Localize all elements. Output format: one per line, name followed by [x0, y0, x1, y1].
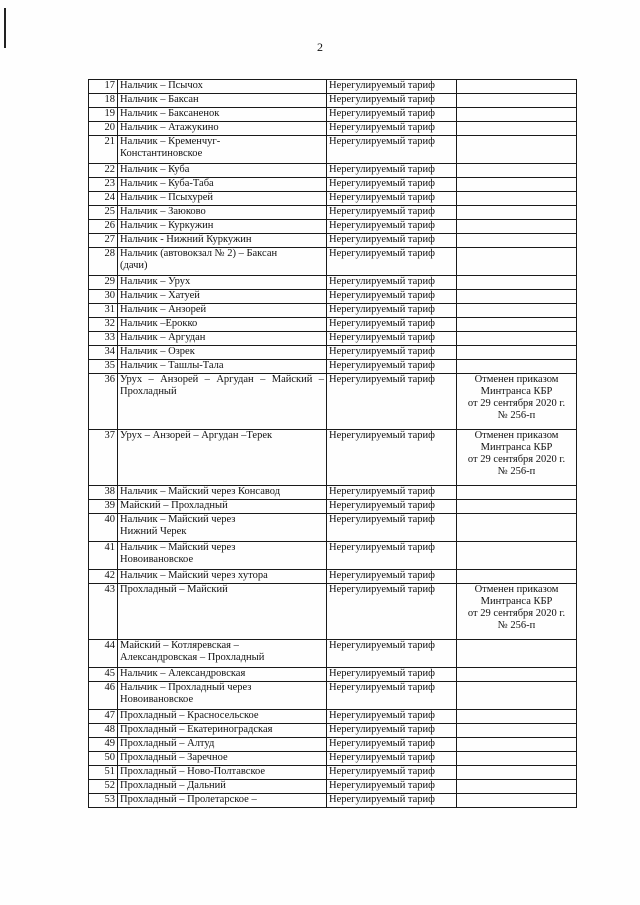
- tariff-type: Нерегулируемый тариф: [327, 136, 457, 164]
- table-row: [89, 710, 577, 724]
- table-row: [89, 276, 577, 290]
- route-name: Прохладный – Майский: [118, 584, 327, 640]
- route-name: Нальчик – Озрек: [118, 346, 327, 360]
- table-row: [89, 332, 577, 346]
- route-name: Нальчик – Анзорей: [118, 304, 327, 318]
- row-number: 17: [89, 80, 118, 94]
- row-number: 28: [89, 248, 118, 276]
- route-name: Урух – Анзорей – Аргудан –Терек: [118, 430, 327, 486]
- route-name: Нальчик - Нижний Куркужин: [118, 234, 327, 248]
- table-row: [89, 304, 577, 318]
- table-row: [89, 248, 577, 276]
- tariff-type: Нерегулируемый тариф: [327, 780, 457, 794]
- row-note: [457, 276, 577, 290]
- row-note: [457, 780, 577, 794]
- tariff-type: Нерегулируемый тариф: [327, 752, 457, 766]
- tariff-type: Нерегулируемый тариф: [327, 290, 457, 304]
- table-row: [89, 668, 577, 682]
- tariff-type: Нерегулируемый тариф: [327, 570, 457, 584]
- routes-table-body: [89, 80, 577, 808]
- route-name: Нальчик – Ташлы-Тала: [118, 360, 327, 374]
- route-name: Нальчик – Атажукино: [118, 122, 327, 136]
- tariff-type: Нерегулируемый тариф: [327, 332, 457, 346]
- row-number: 52: [89, 780, 118, 794]
- route-name: Нальчик – Александровская: [118, 668, 327, 682]
- tariff-type: Нерегулируемый тариф: [327, 766, 457, 780]
- row-number: 53: [89, 794, 118, 808]
- route-name: Нальчик – Урух: [118, 276, 327, 290]
- route-name: Нальчик – Прохладный через Новоивановское: [118, 682, 327, 710]
- tariff-type: Нерегулируемый тариф: [327, 640, 457, 668]
- route-name: Прохладный – Красносельское: [118, 710, 327, 724]
- row-note: Отменен приказом Минтранса КБР от 29 сентября 2020 г. № 256-п: [457, 584, 577, 640]
- row-number: 27: [89, 234, 118, 248]
- route-name: Нальчик – Псыхурей: [118, 192, 327, 206]
- row-number: 18: [89, 94, 118, 108]
- row-note: Отменен приказом Минтранса КБР от 29 сентября 2020 г. № 256-п: [457, 374, 577, 430]
- row-number: 30: [89, 290, 118, 304]
- table-row: [89, 206, 577, 220]
- row-number: 35: [89, 360, 118, 374]
- route-name: Нальчик – Майский через Консавод: [118, 486, 327, 500]
- row-number: 32: [89, 318, 118, 332]
- table-row: [89, 234, 577, 248]
- row-number: 29: [89, 276, 118, 290]
- row-note: [457, 738, 577, 752]
- route-name: Майский – Котляревская – Александровская – Прохладный: [118, 640, 327, 668]
- tariff-type: Нерегулируемый тариф: [327, 794, 457, 808]
- tariff-type: Нерегулируемый тариф: [327, 248, 457, 276]
- route-name: Нальчик – Кременчуг- Константиновское: [118, 136, 327, 164]
- table-row: [89, 738, 577, 752]
- table-row: [89, 570, 577, 584]
- route-name: Прохладный – Екатериноградская: [118, 724, 327, 738]
- routes-table: [88, 79, 577, 808]
- route-name: Нальчик – Майский через Новоивановское: [118, 542, 327, 570]
- table-row: [89, 290, 577, 304]
- row-note: [457, 346, 577, 360]
- row-note: [457, 500, 577, 514]
- row-number: 43: [89, 584, 118, 640]
- row-number: 40: [89, 514, 118, 542]
- route-name: Нальчик – Хатуей: [118, 290, 327, 304]
- table-row: [89, 486, 577, 500]
- table-row: [89, 220, 577, 234]
- tariff-type: Нерегулируемый тариф: [327, 234, 457, 248]
- row-note: [457, 542, 577, 570]
- row-number: 19: [89, 108, 118, 122]
- table-row: [89, 752, 577, 766]
- tariff-type: Нерегулируемый тариф: [327, 542, 457, 570]
- tariff-type: Нерегулируемый тариф: [327, 346, 457, 360]
- route-name: Нальчик – Майский через Нижний Черек: [118, 514, 327, 542]
- tariff-type: Нерегулируемый тариф: [327, 206, 457, 220]
- row-note: [457, 682, 577, 710]
- row-note: [457, 318, 577, 332]
- row-note: [457, 206, 577, 220]
- row-number: 41: [89, 542, 118, 570]
- row-note: [457, 668, 577, 682]
- table-row: [89, 108, 577, 122]
- table-row: [89, 500, 577, 514]
- row-number: 20: [89, 122, 118, 136]
- table-row: [89, 360, 577, 374]
- tariff-type: Нерегулируемый тариф: [327, 360, 457, 374]
- tariff-type: Нерегулируемый тариф: [327, 430, 457, 486]
- row-number: 31: [89, 304, 118, 318]
- row-note: [457, 136, 577, 164]
- row-note: [457, 486, 577, 500]
- tariff-type: Нерегулируемый тариф: [327, 220, 457, 234]
- route-name: Прохладный – Ново-Полтавское: [118, 766, 327, 780]
- tariff-type: Нерегулируемый тариф: [327, 108, 457, 122]
- row-note: [457, 332, 577, 346]
- tariff-type: Нерегулируемый тариф: [327, 192, 457, 206]
- row-number: 25: [89, 206, 118, 220]
- row-note: [457, 192, 577, 206]
- table-row: [89, 136, 577, 164]
- tariff-type: Нерегулируемый тариф: [327, 80, 457, 94]
- row-note: [457, 122, 577, 136]
- table-row: [89, 318, 577, 332]
- table-row: [89, 94, 577, 108]
- tariff-type: Нерегулируемый тариф: [327, 682, 457, 710]
- row-number: 24: [89, 192, 118, 206]
- row-number: 26: [89, 220, 118, 234]
- row-note: [457, 304, 577, 318]
- route-name: Нальчик (автовокзал № 2) – Баксан (дачи): [118, 248, 327, 276]
- tariff-type: Нерегулируемый тариф: [327, 318, 457, 332]
- row-number: 44: [89, 640, 118, 668]
- table-row: [89, 682, 577, 710]
- tariff-type: Нерегулируемый тариф: [327, 514, 457, 542]
- route-name: Майский – Прохладный: [118, 500, 327, 514]
- row-note: [457, 360, 577, 374]
- row-note: [457, 794, 577, 808]
- row-number: 21: [89, 136, 118, 164]
- table-row: [89, 542, 577, 570]
- tariff-type: Нерегулируемый тариф: [327, 710, 457, 724]
- row-number: 48: [89, 724, 118, 738]
- row-note: [457, 752, 577, 766]
- row-note: [457, 514, 577, 542]
- tariff-type: Нерегулируемый тариф: [327, 584, 457, 640]
- table-row: [89, 374, 577, 430]
- row-number: 42: [89, 570, 118, 584]
- table-row: [89, 122, 577, 136]
- tariff-type: Нерегулируемый тариф: [327, 668, 457, 682]
- route-name: Нальчик – Куба-Таба: [118, 178, 327, 192]
- route-name: Прохладный – Пролетарское –: [118, 794, 327, 808]
- table-row: [89, 80, 577, 94]
- tariff-type: Нерегулируемый тариф: [327, 276, 457, 290]
- route-name: Нальчик – Псычох: [118, 80, 327, 94]
- row-note: [457, 290, 577, 304]
- route-name: Нальчик – Майский через хутора: [118, 570, 327, 584]
- row-note: [457, 640, 577, 668]
- row-number: 49: [89, 738, 118, 752]
- row-number: 37: [89, 430, 118, 486]
- table-row: [89, 794, 577, 808]
- route-name: Нальчик –Ерокко: [118, 318, 327, 332]
- route-name: Урух – Анзорей – Аргудан – Майский – Прохладный: [118, 374, 327, 430]
- route-name: Нальчик – Баксан: [118, 94, 327, 108]
- table-row: [89, 514, 577, 542]
- route-name: Нальчик – Куба: [118, 164, 327, 178]
- table-row: [89, 178, 577, 192]
- route-name: Прохладный – Заречное: [118, 752, 327, 766]
- row-number: 34: [89, 346, 118, 360]
- row-number: 33: [89, 332, 118, 346]
- row-note: [457, 178, 577, 192]
- row-number: 23: [89, 178, 118, 192]
- route-name: Прохладный – Дальний: [118, 780, 327, 794]
- row-note: [457, 710, 577, 724]
- table-row: [89, 584, 577, 640]
- table-row: [89, 724, 577, 738]
- row-note: [457, 94, 577, 108]
- page-number: 2: [317, 40, 323, 54]
- tariff-type: Нерегулируемый тариф: [327, 164, 457, 178]
- table-row: [89, 192, 577, 206]
- row-number: 47: [89, 710, 118, 724]
- tariff-type: Нерегулируемый тариф: [327, 500, 457, 514]
- route-name: Нальчик – Заюково: [118, 206, 327, 220]
- row-note: [457, 220, 577, 234]
- row-note: [457, 80, 577, 94]
- row-number: 45: [89, 668, 118, 682]
- tariff-type: Нерегулируемый тариф: [327, 304, 457, 318]
- tariff-type: Нерегулируемый тариф: [327, 486, 457, 500]
- row-number: 36: [89, 374, 118, 430]
- row-note: Отменен приказом Минтранса КБР от 29 сентября 2020 г. № 256-п: [457, 430, 577, 486]
- tariff-type: Нерегулируемый тариф: [327, 724, 457, 738]
- tariff-type: Нерегулируемый тариф: [327, 738, 457, 752]
- row-note: [457, 248, 577, 276]
- row-note: [457, 164, 577, 178]
- route-name: Нальчик – Куркужин: [118, 220, 327, 234]
- tariff-type: Нерегулируемый тариф: [327, 94, 457, 108]
- row-note: [457, 234, 577, 248]
- row-number: 46: [89, 682, 118, 710]
- tariff-type: Нерегулируемый тариф: [327, 374, 457, 430]
- tariff-type: Нерегулируемый тариф: [327, 178, 457, 192]
- row-number: 51: [89, 766, 118, 780]
- row-note: [457, 570, 577, 584]
- table-row: [89, 430, 577, 486]
- route-name: Прохладный – Алтуд: [118, 738, 327, 752]
- table-row: [89, 766, 577, 780]
- table-row: [89, 780, 577, 794]
- row-note: [457, 108, 577, 122]
- row-number: 39: [89, 500, 118, 514]
- table-row: [89, 640, 577, 668]
- route-name: Нальчик – Аргудан: [118, 332, 327, 346]
- table-row: [89, 346, 577, 360]
- row-number: 38: [89, 486, 118, 500]
- row-note: [457, 724, 577, 738]
- row-number: 50: [89, 752, 118, 766]
- route-name: Нальчик – Баксаненок: [118, 108, 327, 122]
- tariff-type: Нерегулируемый тариф: [327, 122, 457, 136]
- table-row: [89, 164, 577, 178]
- row-note: [457, 766, 577, 780]
- row-number: 22: [89, 164, 118, 178]
